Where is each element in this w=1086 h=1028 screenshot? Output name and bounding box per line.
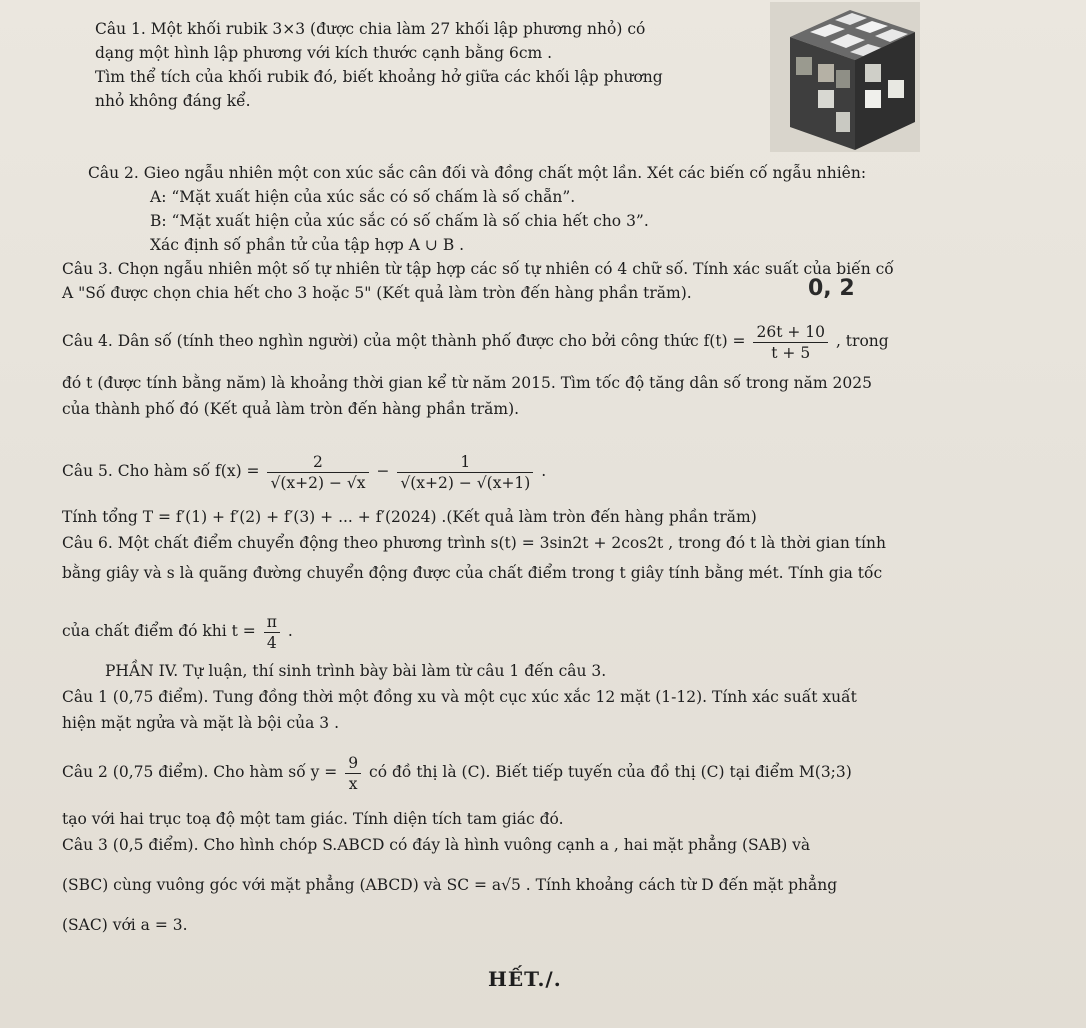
question-5-line-1 xyxy=(62,448,546,494)
question-2-event-a: A: “Mặt xuất hiện của xúc sắc có số chấm là số chẵn”. xyxy=(150,188,576,206)
question-5-suffix: . xyxy=(541,462,547,480)
question-4-line-2: đó t (được tính bằng năm) là khoảng thời gian kể từ năm 2015. Tìm tốc độ tăng dân số trong năm 2025 xyxy=(62,374,872,392)
fraction-1-numerator: 2 xyxy=(267,452,368,473)
fraction-numerator: 26t + 10 xyxy=(753,322,828,343)
essay-3-line-1: Câu 3 (0,5 điểm). Cho hình chóp S.ABCD có đáy là hình vuông cạnh a , hai mặt phẳng (SAB) và xyxy=(62,836,811,854)
fraction-numerator: 9 xyxy=(345,753,361,774)
fraction-2-numerator: 1 xyxy=(397,452,533,473)
essay-2-line-1 xyxy=(62,750,852,794)
question-2-event-b: B: “Mặt xuất hiện của xúc sắc có số chấm là số chia hết cho 3”. xyxy=(150,212,649,230)
question-6-line-3 xyxy=(62,608,293,654)
essay-2-suffix: có đồ thị là (C). Biết tiếp tuyến của đồ thị (C) tại điểm M(3;3) xyxy=(369,763,852,781)
question-6-line-1: Câu 6. Một chất điểm chuyển động theo phương trình s(t) = 3sin2t + 2cos2t , trong đó t là thời gian tính xyxy=(62,534,886,552)
essay-3-line-3: (SAC) với a = 3. xyxy=(62,916,188,934)
question-1-line-2: dạng một hình lập phương với kích thước cạnh bằng 6cm . xyxy=(95,44,553,62)
question-4-line-1 xyxy=(62,320,889,363)
question-1-line-1: Câu 1. Một khối rubik 3×3 (được chia làm 27 khối lập phương nhỏ) có xyxy=(95,20,646,38)
question-5-line-2: Tính tổng T = f′(1) + f′(2) + f′(3) + ... + f′(2024) .(Kết quả làm tròn đến hàng phần trăm) xyxy=(62,508,757,526)
fraction-1-denominator: √(x+2) − √x xyxy=(270,473,366,492)
minus-sign: − xyxy=(376,462,390,480)
fraction-numerator: π xyxy=(264,612,280,633)
essay-1-line-2: hiện mặt ngửa và mặt là bội của 3 . xyxy=(62,714,340,732)
question-6-line-2: bằng giây và s là quãng đường chuyển động được của chất điểm trong t giây tính bằng mét. Tính gia tốc xyxy=(62,564,883,582)
question-3-line-1: Câu 3. Chọn ngẫu nhiên một số tự nhiên từ tập hợp các số tự nhiên có 4 chữ số. Tính xác suất của biến cố xyxy=(62,260,894,278)
question-3-line-2: A "Số được chọn chia hết cho 3 hoặc 5" (Kết quả làm tròn đến hàng phần trăm). xyxy=(62,284,692,302)
question-4-suffix: , trong xyxy=(835,332,889,350)
fraction-2-denominator: √(x+2) − √(x+1) xyxy=(400,473,531,492)
end-marker: HẾT./. xyxy=(488,967,562,991)
fraction-denominator: x xyxy=(348,774,358,793)
question-2-line-1: Câu 2. Gieo ngẫu nhiên một con xúc sắc cân đối và đồng chất một lần. Xét các biến cố ngẫu nhiên: xyxy=(88,164,867,182)
essay-2-text: Câu 2 (0,75 điểm). Cho hàm số y = xyxy=(62,763,338,781)
essay-2-line-2: tạo với hai trục toạ độ một tam giác. Tính diện tích tam giác đó. xyxy=(62,810,564,828)
part-4-heading: PHẦN IV. Tự luận, thí sinh trình bày bài làm từ câu 1 đến câu 3. xyxy=(105,662,607,680)
fraction-1 xyxy=(267,452,368,493)
question-1-line-4: nhỏ không đáng kể. xyxy=(95,92,251,110)
question-6-suffix: . xyxy=(287,622,293,640)
fraction-denominator: 4 xyxy=(266,633,277,652)
time-fraction xyxy=(264,612,280,653)
essay-1-line-1: Câu 1 (0,75 điểm). Tung đồng thời một đồng xu và một cục xúc xắc 12 mặt (1-12). Tính xác suất xuất xyxy=(62,688,857,706)
question-6-text: của chất điểm đó khi t = xyxy=(62,622,256,640)
rubik-cube-image xyxy=(770,2,920,152)
handwritten-answer: 0, 2 xyxy=(808,276,855,301)
question-1-line-3: Tìm thể tích của khối rubik đó, biết khoảng hở giữa các khối lập phương xyxy=(95,68,663,86)
fraction-2 xyxy=(397,452,533,493)
essay-3-line-2: (SBC) cùng vuông góc với mặt phẳng (ABCD) và SC = a√5 . Tính khoảng cách từ D đến mặt phẳng xyxy=(62,876,838,894)
function-fraction xyxy=(345,753,361,794)
question-4-text: Câu 4. Dân số (tính theo nghìn người) của một thành phố được cho bởi công thức f(t) = xyxy=(62,332,746,350)
question-4-line-3: của thành phố đó (Kết quả làm tròn đến hàng phần trăm). xyxy=(62,400,520,418)
question-5-text: Câu 5. Cho hàm số f(x) = xyxy=(62,462,260,480)
population-fraction xyxy=(753,322,828,363)
fraction-denominator: t + 5 xyxy=(771,343,811,362)
question-2-line-4: Xác định số phần tử của tập hợp A ∪ B . xyxy=(150,236,465,254)
